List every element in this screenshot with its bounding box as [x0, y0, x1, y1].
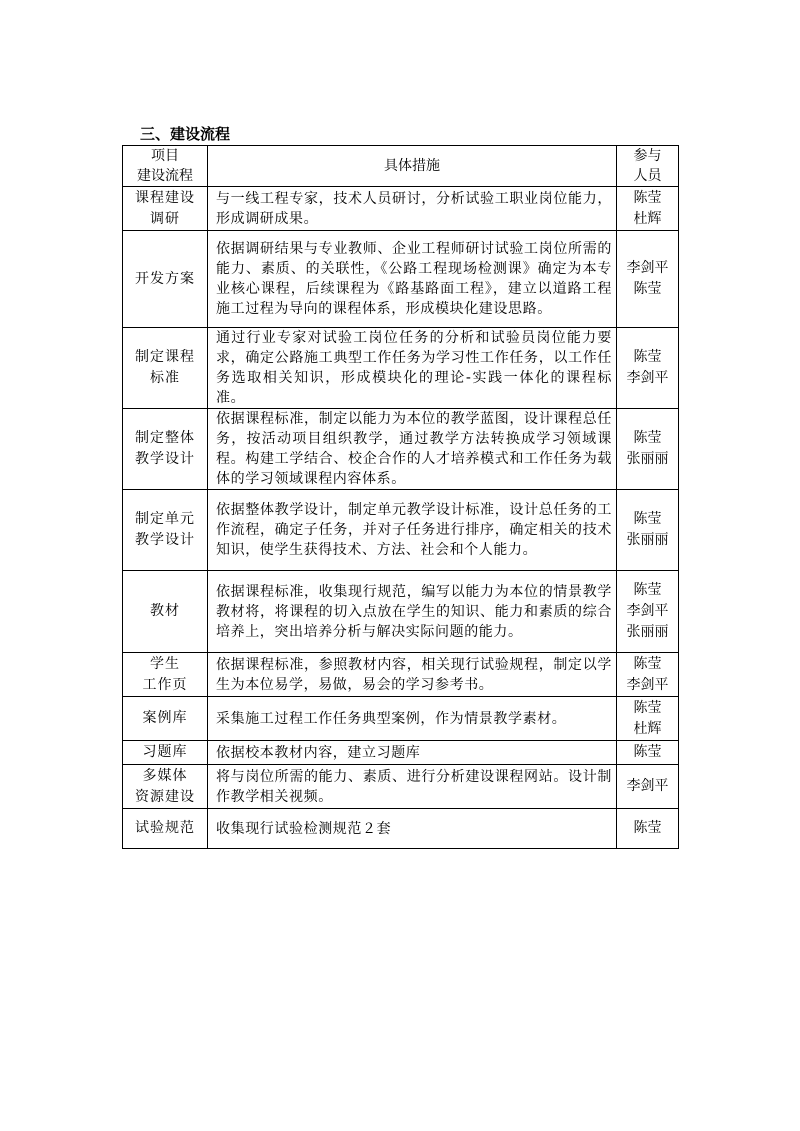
- people-cell: [617, 231, 679, 328]
- construction-process-table: [122, 145, 679, 849]
- measures-cell: 与一线工程专家，技术人员研讨，分析试验工职业岗位能力，形成调研成果。: [208, 187, 617, 231]
- measures-cell: 收集现行试验检测规范２套: [208, 809, 617, 849]
- people-cell: [617, 490, 679, 571]
- header-people-line: 人员: [633, 168, 662, 184]
- people-cell: [617, 741, 679, 765]
- header-stage-line: 建设流程: [137, 168, 193, 184]
- person-name: 陈莹: [633, 582, 662, 598]
- stage-line: 工作页: [142, 676, 188, 693]
- person-name: 张丽丽: [626, 451, 669, 467]
- header-people-line: 参与: [633, 148, 662, 164]
- stage-line: 调研: [150, 210, 180, 227]
- stage-line: 教学设计: [135, 532, 195, 548]
- people-cell: [617, 409, 679, 490]
- person-name: 陈莹: [633, 655, 662, 672]
- table-row: [123, 409, 679, 490]
- person-name: 杜辉: [633, 720, 662, 737]
- table-row: [123, 187, 679, 231]
- stage-cell: [123, 187, 208, 231]
- person-name: 张丽丽: [626, 532, 669, 548]
- measures-cell: 依据整体教学设计，制定单元教学设计标准，设计总任务的工作流程，确定子任务，并对子任务进行排序，确定相关的技术知识，使学生获得技术、方法、社会和个人能力。: [208, 490, 617, 571]
- table-row: [123, 697, 679, 741]
- stage-line: 案例库: [142, 710, 188, 726]
- people-cell: [617, 697, 679, 741]
- header-stage: [123, 146, 208, 187]
- measures-cell: 依据课程标准，制定以能力为本位的教学蓝图，设计课程总任务，按活动项目组织教学，通过教学方法转换成学习领域课程。构建工学结合、校企合作的人才培养模式和工作任务为载体的学习领域课程内容体系。: [208, 409, 617, 490]
- person-name: 陈莹: [633, 744, 662, 760]
- stage-cell: [123, 328, 208, 409]
- table-row: [123, 328, 679, 409]
- stage-cell: [123, 571, 208, 653]
- stage-cell: [123, 231, 208, 328]
- measures-cell: 依据课程标准，收集现行规范，编写以能力为本位的情景教学教材将，将课程的切入点放在学生的知识、能力和素质的综合培养上，突出培养分析与解决实际问题的能力。: [208, 571, 617, 653]
- person-name: 李剑平: [626, 778, 669, 794]
- header-people: [617, 146, 679, 187]
- table-row: [123, 765, 679, 809]
- stage-cell: [123, 653, 208, 697]
- person-name: 陈莹: [633, 281, 662, 297]
- stage-line: 学生: [150, 655, 180, 672]
- people-cell: [617, 571, 679, 653]
- stage-cell: [123, 765, 208, 809]
- measures-cell: 将与岗位所需的能力、素质、进行分析建设课程网站。设计制作教学相关视频。: [208, 765, 617, 809]
- people-cell: [617, 328, 679, 409]
- stage-cell: [123, 809, 208, 849]
- person-name: 陈莹: [633, 820, 662, 836]
- stage-line: 制定单元: [135, 511, 195, 527]
- stage-line: 教材: [150, 603, 180, 619]
- measures-cell: 依据校本教材内容，建立习题库: [208, 741, 617, 765]
- measures-cell: 采集施工过程工作任务典型案例，作为情景教学素材。: [208, 697, 617, 741]
- person-name: 陈莹: [633, 511, 662, 527]
- measures-cell: 依据调研结果与专业教师、企业工程师研讨试验工岗位所需的能力、素质、的关联性，《公路工程现场检测课》确定为本专业核心课程，后续课程为《路基路面工程》，建立以道路工程施工过程为导向的课程体系，形成模块化建设思路。: [208, 231, 617, 328]
- person-name: 陈莹: [633, 189, 662, 206]
- stage-cell: [123, 409, 208, 490]
- person-name: 李剑平: [626, 676, 669, 693]
- table-row: [123, 809, 679, 849]
- stage-line: 制定课程: [135, 349, 195, 365]
- stage-line: 标准: [150, 370, 180, 386]
- header-stage-line: 项目: [151, 148, 179, 164]
- person-name: 杜辉: [633, 210, 662, 227]
- person-name: 陈莹: [633, 699, 662, 716]
- stage-line: 习题库: [142, 744, 188, 760]
- stage-line: 资源建设: [135, 788, 195, 805]
- stage-line: 制定整体: [135, 430, 195, 446]
- person-name: 陈莹: [633, 430, 662, 446]
- people-cell: [617, 765, 679, 809]
- person-name: 陈莹: [633, 349, 662, 365]
- measures-cell: 依据课程标准，参照教材内容，相关现行试验规程，制定以学生为本位易学，易做，易会的学习参考书。: [208, 653, 617, 697]
- person-name: 张丽丽: [626, 624, 669, 640]
- table-row: [123, 231, 679, 328]
- people-cell: [617, 653, 679, 697]
- stage-line: 开发方案: [135, 270, 195, 287]
- table-row: [123, 571, 679, 653]
- person-name: 李剑平: [626, 260, 669, 276]
- stage-line: 课程建设: [135, 189, 195, 206]
- table-row: [123, 653, 679, 697]
- people-cell: [617, 187, 679, 231]
- person-name: 李剑平: [626, 370, 669, 386]
- people-cell: [617, 809, 679, 849]
- stage-cell: [123, 741, 208, 765]
- stage-line: 试验规范: [135, 820, 195, 836]
- table-row: [123, 490, 679, 571]
- header-measures: 具体措施: [208, 146, 617, 187]
- person-name: 李剑平: [626, 603, 669, 619]
- table-header-row: [123, 146, 679, 187]
- table-body: [123, 187, 679, 849]
- section-title: 三、建设流程: [140, 125, 231, 143]
- stage-cell: [123, 697, 208, 741]
- stage-line: 多媒体: [142, 767, 188, 784]
- stage-line: 教学设计: [135, 451, 195, 467]
- measures-cell: 通过行业专家对试验工岗位任务的分析和试验员岗位能力要求，确定公路施工典型工作任务为学习性工作任务，以工作任务选取相关知识，形成模块化的理论-实践一体化的课程标准。: [208, 328, 617, 409]
- table-row: [123, 741, 679, 765]
- stage-cell: [123, 490, 208, 571]
